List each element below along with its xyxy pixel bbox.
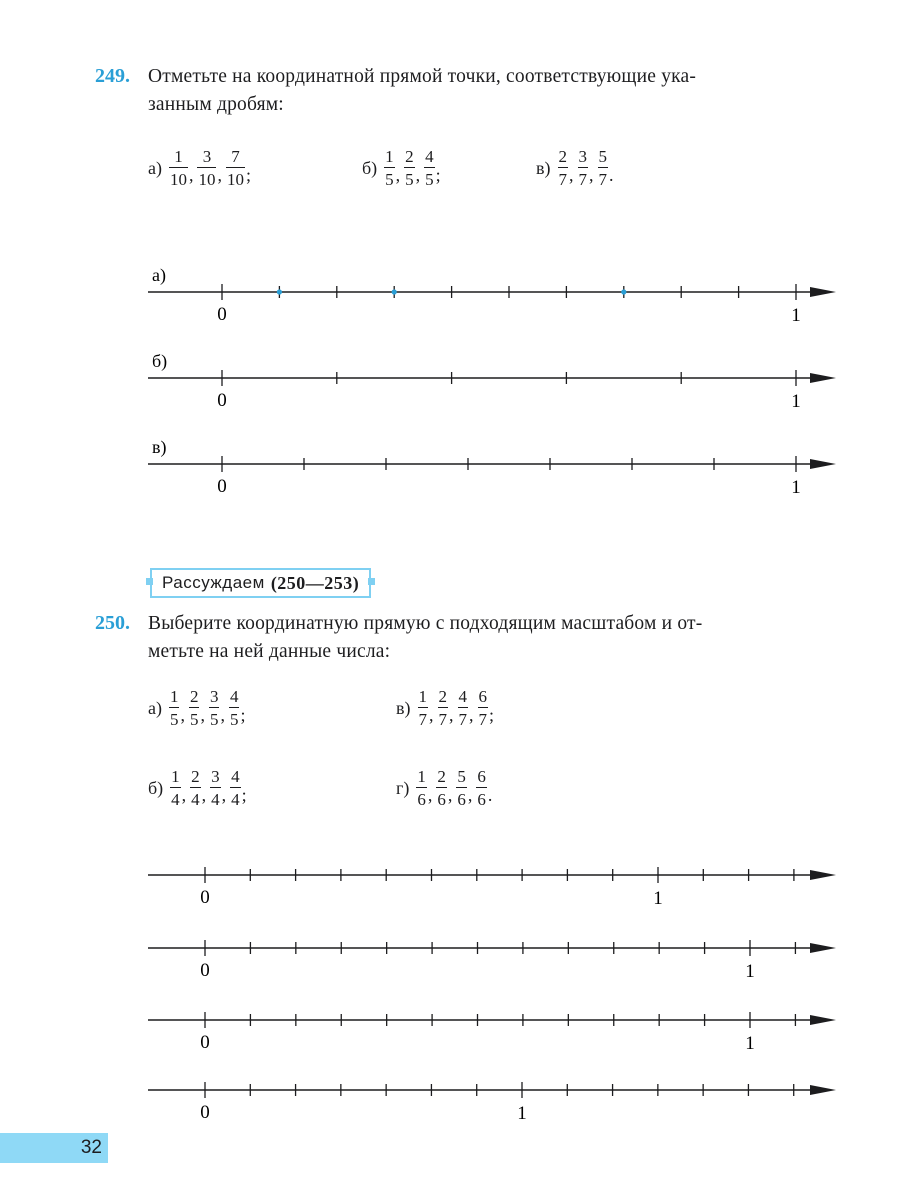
numerator: 1 <box>418 687 427 706</box>
punctuation: , <box>188 164 194 185</box>
zero-label: 0 <box>200 887 210 908</box>
denominator: 5 <box>424 167 435 188</box>
task-250-fractions-g <box>396 768 495 808</box>
task-250-fractions-a <box>148 688 249 728</box>
numerator: 5 <box>598 147 607 166</box>
task-249-fractions-v <box>536 148 617 188</box>
fraction <box>229 688 240 728</box>
fraction <box>476 768 487 808</box>
punctuation: , <box>221 784 227 805</box>
punctuation: ; <box>240 704 246 725</box>
one-label: 1 <box>653 888 663 909</box>
numerator: 4 <box>229 687 239 706</box>
fraction <box>416 768 427 808</box>
arrow-head-icon <box>810 943 836 953</box>
punctuation: , <box>415 164 421 185</box>
fraction <box>230 768 241 808</box>
numerator: 2 <box>189 687 199 706</box>
denominator: 5 <box>189 707 200 728</box>
line-label: а) <box>152 265 166 285</box>
fraction <box>209 688 220 728</box>
arrow-head-icon <box>810 459 836 469</box>
task-249-fractions-b <box>362 148 444 188</box>
punctuation: , <box>201 784 207 805</box>
line-label: б) <box>152 351 168 371</box>
task-250-line2: метьте на ней данные числа: <box>148 641 391 662</box>
denominator: 7 <box>418 707 429 728</box>
one-label: 1 <box>791 391 801 412</box>
denominator: 7 <box>478 707 489 728</box>
denominator: 5 <box>404 167 415 188</box>
punctuation: . <box>609 164 614 185</box>
task-250-fractions-b <box>148 768 250 808</box>
task-250-line1: Выберите координатную прямую с подходящим масштабом и от- <box>148 613 703 634</box>
fraction <box>169 148 188 188</box>
zero-label: 0 <box>200 1102 210 1123</box>
punctuation: , <box>449 704 454 725</box>
punctuation: , <box>220 704 225 725</box>
denominator: 5 <box>169 707 180 728</box>
punctuation: , <box>469 704 474 725</box>
task-250-number: 250. <box>95 612 130 634</box>
fraction <box>170 768 181 808</box>
fraction <box>598 148 609 188</box>
denominator: 5 <box>229 707 240 728</box>
fraction <box>578 148 589 188</box>
page-number-box <box>0 1133 108 1163</box>
denominator: 7 <box>458 707 469 728</box>
punctuation: , <box>180 704 185 725</box>
fraction <box>438 688 449 728</box>
fraction <box>456 768 467 808</box>
denominator: 4 <box>190 787 201 808</box>
numerator: 2 <box>438 687 447 706</box>
numerator: 6 <box>477 767 486 786</box>
punctuation: , <box>429 704 434 725</box>
section-title: Рассуждаем <box>162 573 265 592</box>
punctuation: , <box>589 164 594 185</box>
zero-label: 0 <box>200 960 210 981</box>
denominator: 10 <box>169 167 188 188</box>
punctuation: ; <box>489 704 495 725</box>
numerator: 4 <box>425 147 434 166</box>
denominator: 10 <box>197 167 216 188</box>
numerator: 4 <box>231 767 240 786</box>
denominator: 7 <box>438 707 449 728</box>
numerator: 2 <box>191 767 200 786</box>
numerator: 3 <box>209 687 219 706</box>
numerator: 2 <box>558 147 567 166</box>
denominator: 7 <box>598 167 609 188</box>
item-label: в) <box>536 157 551 178</box>
task-250-fractions-v <box>396 688 497 728</box>
numerator: 2 <box>437 767 446 786</box>
numerator: 1 <box>385 147 394 166</box>
fraction <box>436 768 447 808</box>
marked-point <box>277 289 282 294</box>
fraction <box>458 688 469 728</box>
punctuation: ; <box>435 164 441 185</box>
marked-point <box>621 289 626 294</box>
numerator: 6 <box>478 687 487 706</box>
item-label: б) <box>362 157 378 178</box>
fraction <box>478 688 489 728</box>
arrow-head-icon <box>810 870 836 880</box>
punctuation: , <box>427 784 433 805</box>
fraction <box>189 688 200 728</box>
one-label: 1 <box>745 1033 755 1054</box>
punctuation: , <box>217 164 222 185</box>
denominator: 6 <box>476 787 487 808</box>
denominator: 7 <box>558 167 569 188</box>
punctuation: , <box>447 784 453 805</box>
numerator: 5 <box>457 767 466 786</box>
fraction <box>197 148 216 188</box>
numerator: 1 <box>171 767 180 786</box>
arrow-head-icon <box>810 1015 836 1025</box>
numerator: 3 <box>202 147 212 166</box>
item-label: в) <box>396 697 411 718</box>
denominator: 4 <box>210 787 221 808</box>
denominator: 7 <box>578 167 589 188</box>
task-249-number: 249. <box>95 65 130 87</box>
task-250-number-lines <box>0 850 900 1130</box>
denominator: 4 <box>170 787 181 808</box>
numerator: 1 <box>417 767 426 786</box>
punctuation: ; <box>245 164 251 185</box>
line-label: в) <box>152 437 167 457</box>
punctuation: ; <box>241 784 247 805</box>
denominator: 6 <box>416 787 427 808</box>
fraction <box>169 688 180 728</box>
numerator: 2 <box>405 147 414 166</box>
item-label: г) <box>396 777 410 798</box>
arrow-head-icon <box>810 373 836 383</box>
fraction <box>558 148 569 188</box>
punctuation: , <box>395 164 401 185</box>
punctuation: , <box>467 784 473 805</box>
denominator: 6 <box>436 787 447 808</box>
denominator: 6 <box>456 787 467 808</box>
fraction <box>424 148 435 188</box>
numerator: 3 <box>578 147 587 166</box>
numerator: 3 <box>211 767 220 786</box>
zero-label: 0 <box>217 390 227 411</box>
fraction <box>404 148 415 188</box>
item-label: а) <box>148 697 162 718</box>
fraction <box>384 148 395 188</box>
task-249-line2: занным дробям: <box>148 94 284 115</box>
one-label: 1 <box>517 1103 527 1124</box>
punctuation: , <box>200 704 205 725</box>
arrow-head-icon <box>810 287 836 297</box>
fraction <box>190 768 201 808</box>
item-label: а) <box>148 157 162 178</box>
page-number: 32 <box>80 1137 102 1158</box>
one-label: 1 <box>791 477 801 498</box>
punctuation: , <box>181 784 187 805</box>
fraction <box>418 688 429 728</box>
numerator: 1 <box>169 687 179 706</box>
denominator: 10 <box>226 167 245 188</box>
zero-label: 0 <box>217 304 227 325</box>
one-label: 1 <box>791 305 801 326</box>
section-header <box>150 568 371 598</box>
marked-point <box>392 289 397 294</box>
task-249-fractions-a <box>148 148 254 188</box>
denominator: 5 <box>209 707 220 728</box>
zero-label: 0 <box>200 1032 210 1053</box>
one-label: 1 <box>745 961 755 982</box>
item-label: б) <box>148 777 164 798</box>
fraction <box>226 148 245 188</box>
numerator: 7 <box>231 147 240 166</box>
arrow-head-icon <box>810 1085 836 1095</box>
punctuation: , <box>569 164 574 185</box>
task-249-line1: Отметьте на координатной прямой точки, соответствующие ука- <box>148 66 697 87</box>
denominator: 4 <box>230 787 241 808</box>
denominator: 5 <box>384 167 395 188</box>
numerator: 4 <box>458 687 467 706</box>
punctuation: . <box>487 784 493 805</box>
numerator: 1 <box>174 147 183 166</box>
zero-label: 0 <box>217 476 227 497</box>
task-249-number-lines <box>0 260 900 500</box>
section-range: (250—253) <box>270 572 360 593</box>
fraction <box>210 768 221 808</box>
